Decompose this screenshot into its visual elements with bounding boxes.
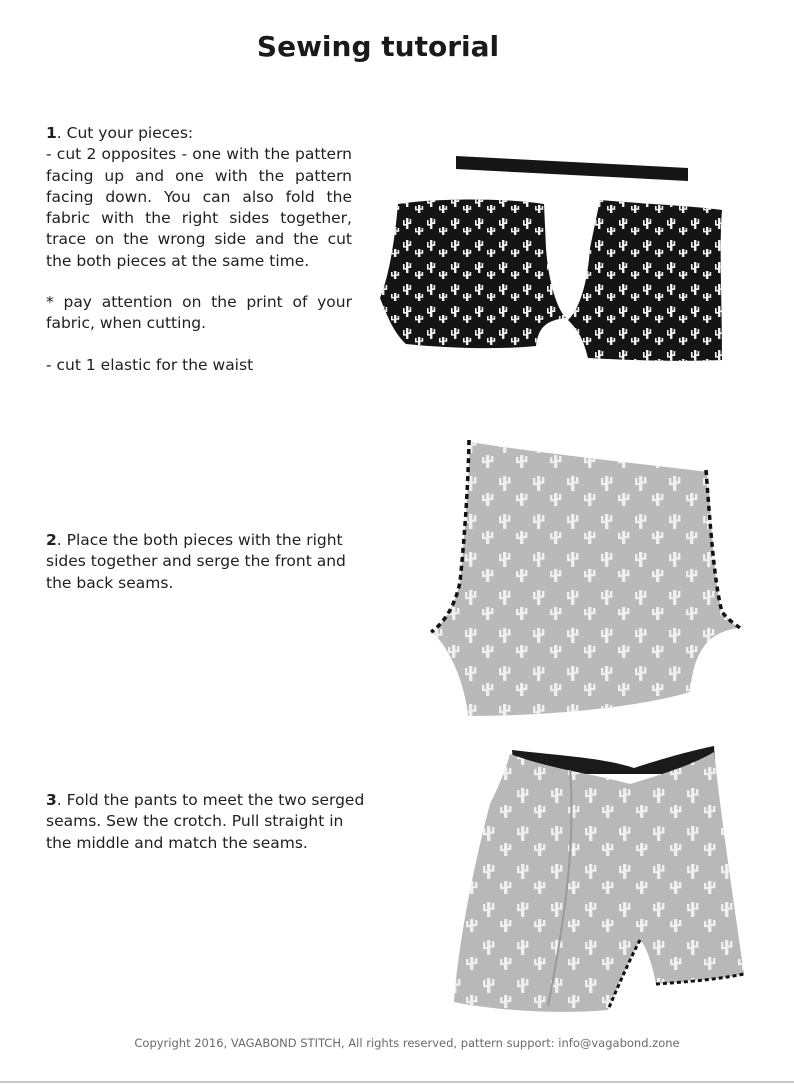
- step-1-text: [46, 123, 352, 376]
- step-1-line-1: - cut 2 opposites - one with the pattern facing up and one with the pattern facing down. You can also fold the fabric with the right sides together, trace on the wrong side and the cut the both pieces at the same time.: [46, 145, 352, 270]
- step-2-number: 2: [46, 531, 57, 549]
- folded-pants-photo: [444, 744, 760, 1020]
- cut-pieces-photo: [376, 148, 732, 364]
- step-3-number: 3: [46, 791, 57, 809]
- step-1-number: 1: [46, 124, 57, 142]
- step-3-body: . Fold the pants to meet the two serged seams. Sew the crotch. Pull straight in the middle and match the seams.: [46, 791, 365, 852]
- step-1-line-2: * pay attention on the print of your fabric, when cutting.: [46, 293, 352, 333]
- page-title: Sewing tutorial: [256, 30, 500, 63]
- copyright-footer: Copyright 2016, VAGABOND STITCH, All rights reserved, pattern support: info@vagabond.zone: [134, 1036, 680, 1050]
- elastic-strip: [456, 156, 688, 181]
- step-3-text: [46, 790, 372, 854]
- step-1-line-3: - cut 1 elastic for the waist: [46, 355, 254, 374]
- step-2-body: . Place the both pieces with the right sides together and serge the front and the back seams.: [46, 531, 346, 592]
- serged-piece-photo: [426, 432, 748, 722]
- page-bottom-border: [0, 1081, 794, 1083]
- step-1-heading: . Cut your pieces:: [56, 124, 194, 142]
- step-2-text: [46, 530, 372, 594]
